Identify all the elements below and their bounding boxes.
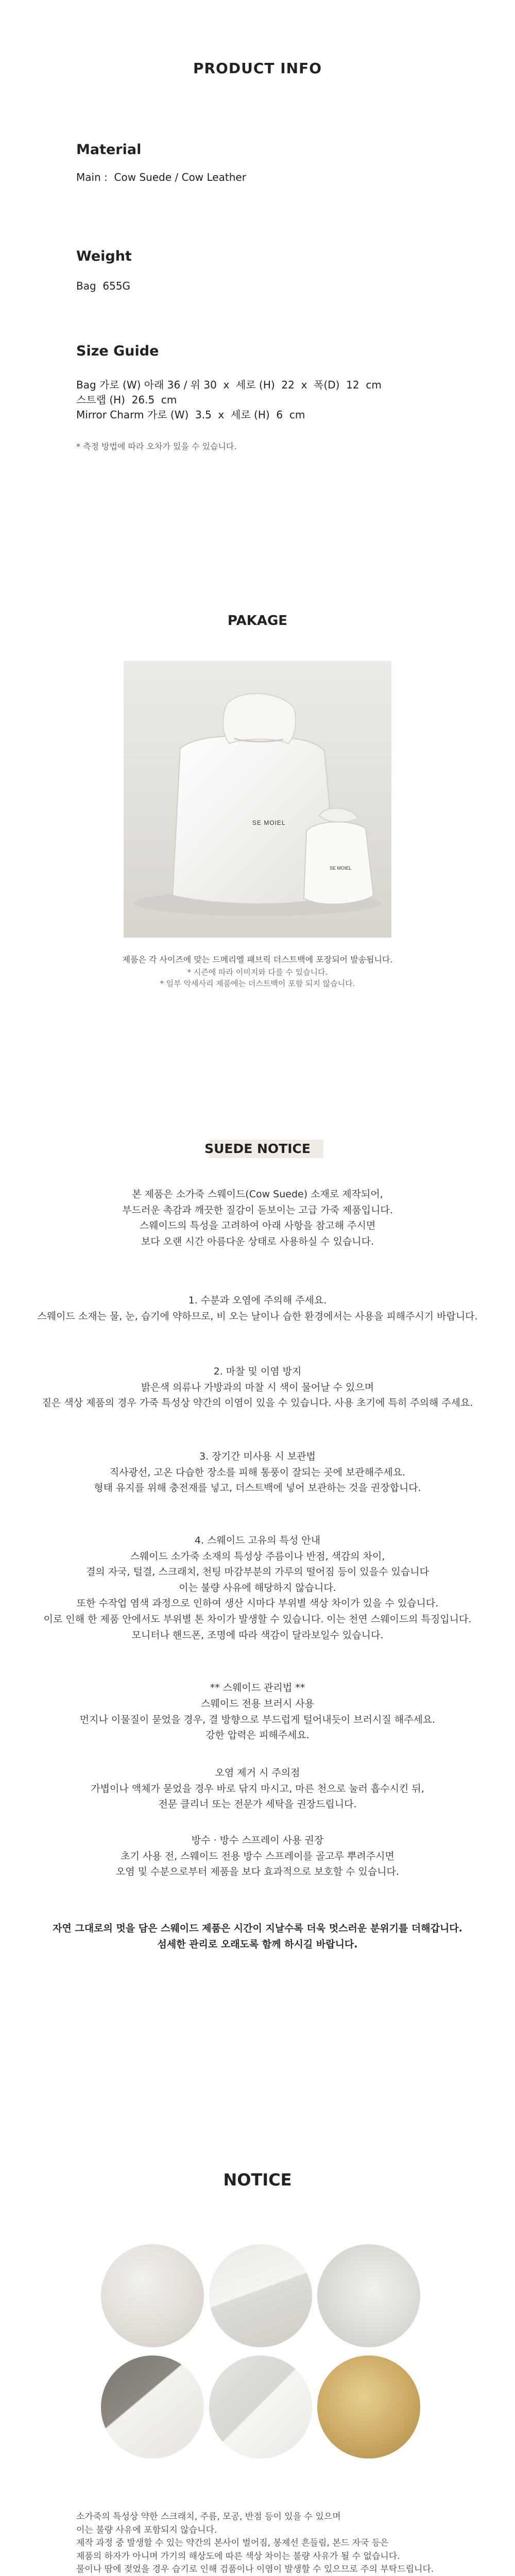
notice-heading: NOTICE bbox=[223, 2170, 292, 2190]
suede-care-title: ** 스웨이드 관리법 ** bbox=[210, 1682, 305, 1693]
dust-bag-illustration bbox=[124, 661, 391, 938]
size-line-strap: 스트랩 (H) 26.5 cm bbox=[76, 394, 177, 406]
suede-point-storage: 3. 장기간 미사용 시 보관법 직사광선, 고온 다습한 장소를 피해 통풍이 잘되는 곳에 보관해주세요. 형태 유지를 위해 충전재를 넣고, 더스트백에 넣어 보관하는 것을 권장합니다. bbox=[94, 1451, 421, 1494]
suede-care-brush: 스웨이드 전용 브러시 사용 먼지나 이물질이 묻었을 경우, 결 방향으로 부드럽게 털어내듯이 브러시질 해주세요. 강한 압력은 피해주세요. bbox=[79, 1698, 436, 1741]
size-note: * 측정 방법에 따라 오차가 있을 수 있습니다. bbox=[76, 442, 237, 451]
suede-notice-heading: SUEDE NOTICE bbox=[204, 1141, 311, 1156]
swatch-leather-texture bbox=[317, 2244, 420, 2347]
svg-text:SE MOIEL: SE MOIEL bbox=[252, 819, 286, 826]
swatch-stitch bbox=[209, 2355, 312, 2459]
package-note-accessory: * 일부 악세사리 제품에는 더스트백이 포함 되지 않습니다. bbox=[160, 979, 355, 988]
svg-text:SE MOIEL: SE MOIEL bbox=[330, 866, 352, 871]
suede-point-characteristics: 4. 스웨이드 고유의 특성 안내 스웨이드 소가죽 소재의 특성상 주름이나 반점, 색감의 차이, 결의 자국, 털결, 스크래치, 천팅 마감부분의 가루의 떨어짐 등이 있을수 있습니다 이는 불량 사유에 해당하지 않습니다. 또한 수작업 염색 과정으로 인하여 생산 시마다 부위별 색상 차이가 있을 수 있습니다. 이로 인해 한 제품 안에서도 부위별 톤 차이가 발생할 수 있습니다. 이는 천연 스웨이드의 특징입니다. 모니터나 핸드폰, 조명에 따라 색감이 달라보일수 있습니다. bbox=[43, 1535, 472, 1641]
size-line-mirror: Mirror Charm 가로 (W) 3.5 x 세로 (H) 6 cm bbox=[76, 409, 305, 421]
size-guide-heading: Size Guide bbox=[76, 343, 159, 359]
package-note-season: * 시즌에 따라 이미지와 다를 수 있습니다. bbox=[187, 968, 328, 977]
package-caption: 제품은 각 사이즈에 맞는 드메리엘 패브릭 더스트백에 포장되어 발송됩니다. bbox=[122, 955, 393, 964]
swatch-edge-grey bbox=[101, 2355, 204, 2459]
dust-bag-image bbox=[124, 661, 391, 938]
page-title: PRODUCT INFO bbox=[193, 60, 322, 77]
swatch-leather-fold bbox=[209, 2244, 312, 2347]
material-value: Main : Cow Suede / Cow Leather bbox=[76, 171, 246, 183]
suede-care-stain: 오염 제거 시 주의점 가볍이나 액체가 묻었을 경우 바로 닦지 마시고, 마른 천으로 눌러 흡수시킨 뒤, 전문 클리너 또는 전문가 세탁을 권장드립니다. bbox=[91, 1767, 424, 1810]
suede-point-friction: 2. 마찰 및 이염 방지 밝은색 의류나 가방과의 마찰 시 색이 물어날 수 있으며 짙은 색상 제품의 경우 가죽 특성상 약간의 이염이 있을 수 있습니다. 사용 초기에 특히 주의해 주세요. bbox=[42, 1366, 473, 1409]
swatch-gold-hardware bbox=[317, 2355, 420, 2459]
package-heading: PAKAGE bbox=[227, 613, 288, 629]
notice-paragraph: 소가죽의 특성상 약한 스크래치, 주름, 모공, 반점 등이 있을 수 있으며 이는 불량 사유에 포함되지 않습니다. 제작 과정 중 발생할 수 있는 약간의 본사이 벌어짐, 봉제선 흔들림, 본드 자국 등은 제품의 하자가 아니며 가기의 해상도에 따른 색상 차이는 불량 사유가 될 수 없습니다. 물이나 땀에 젖었을 경우 습기로 인해 검품이나 이염이 발생할 수 있으므로 주의 부탁드립니다. bbox=[76, 2512, 434, 2574]
material-heading: Material bbox=[76, 142, 142, 158]
swatch-leather-grain bbox=[101, 2244, 204, 2347]
weight-heading: Weight bbox=[76, 248, 132, 264]
weight-value: Bag 655G bbox=[76, 280, 131, 292]
suede-point-water: 1. 수분과 오염에 주의해 주세요. 스웨이드 소재는 물, 눈, 습기에 약하므로, 비 오는 날이나 습한 환경에서는 사용을 피해주시기 바랍니다. bbox=[37, 1295, 478, 1322]
suede-care-waterproof: 방수 · 방수 스프레이 사용 권장 초기 사용 전, 스웨이드 전용 방수 스프레이를 골고루 뿌려주시면 오염 및 수분으로부터 제품을 보다 효과적으로 보호할 수 있습니다. bbox=[116, 1835, 399, 1878]
suede-closing: 자연 그대로의 멋을 담은 스웨이드 제품은 시간이 지날수록 더욱 멋스러운 분위기를 더해갑니다. 섬세한 관리로 오래도록 함께 하시길 바랍니다. bbox=[53, 1923, 462, 1950]
suede-intro: 본 제품은 소가죽 스웨이드(Cow Suede) 소재로 제작되어, 부드러운 촉감과 깨끗한 질감이 돋보이는 고급 가죽 제품입니다. 스웨이드의 특성을 고려하여 아래 사항을 참고해 주시면 보다 오랜 시간 아름다운 상태로 사용하실 수 있습니다. bbox=[122, 1189, 393, 1247]
size-line-bag: Bag 가로 (W) 아래 36 / 위 30 x 세로 (H) 22 x 폭(D) 12 cm bbox=[76, 379, 382, 391]
